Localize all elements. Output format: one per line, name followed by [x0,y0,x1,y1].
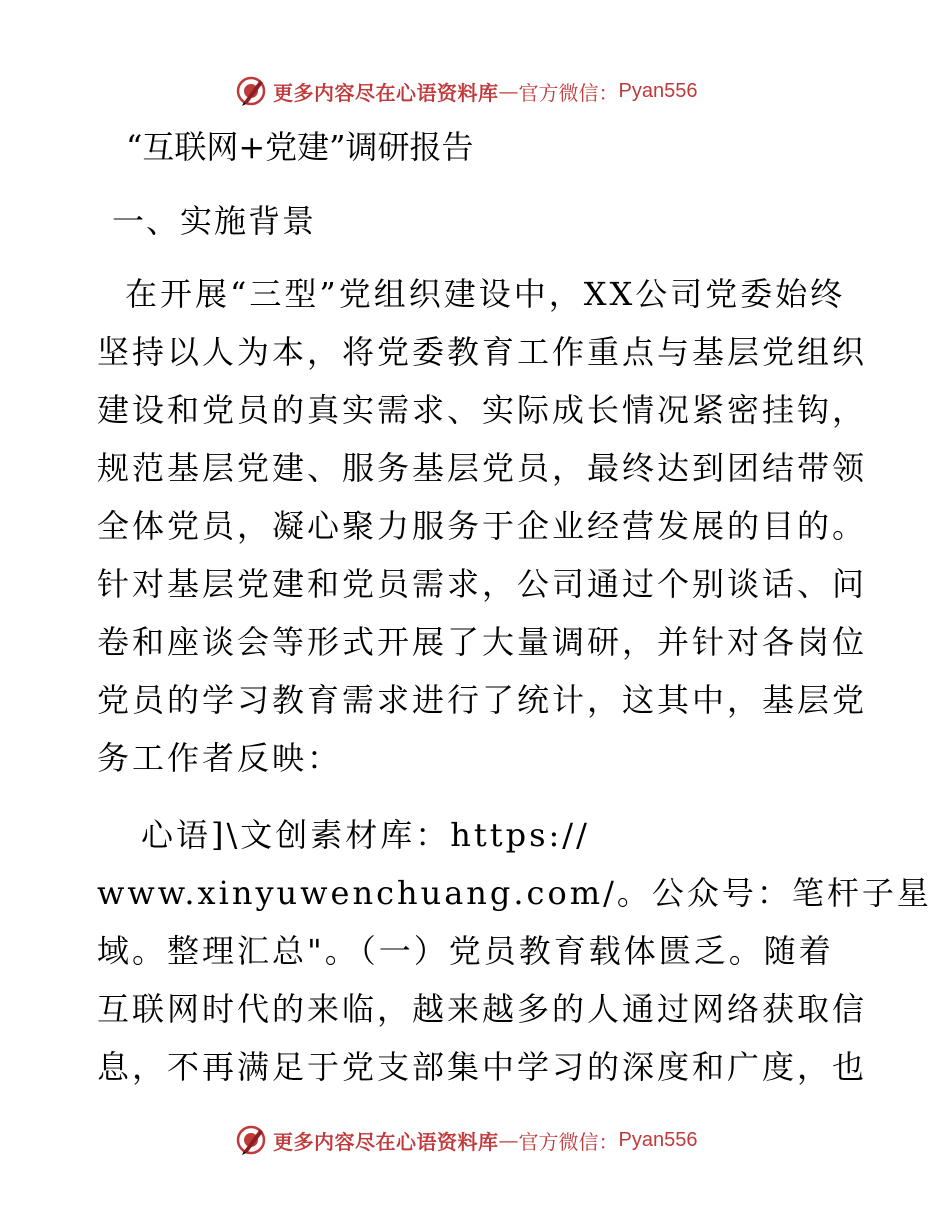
text-line: 心语]\文创素材库：https:// [141,816,590,854]
text-line: 务工作者反映： [97,739,343,777]
section-heading: 一、实施背景 [112,202,317,240]
text-line: 互联网时代的来临，越来越多的人通过网络获取信 [97,990,868,1028]
footer-banner [235,1120,697,1160]
text-line: 域。整理汇总"。（一）党员教育载体匮乏。随着 [97,932,834,970]
banner-text: 更多内容尽在心语资料库 [273,80,499,105]
pen-logo-icon [235,75,267,107]
text-line: 针对基层党建和党员需求，公司通过个别谈话、问 [97,565,868,603]
pen-logo-icon [235,1124,267,1156]
text-line: 规范基层党建、服务基层党员，最终达到团结带领 [97,449,868,487]
text-line: 息，不再满足于党支部集中学习的深度和广度，也 [97,1048,868,1086]
banner-wechat-id: Pyan556 [618,79,698,102]
text-line: 坚持以人为本，将党委教育工作重点与基层党组织 [97,333,868,371]
banner-text: 更多内容尽在心语资料库 [273,1129,499,1154]
text-line: 建设和党员的真实需求、实际成长情况紧密挂钩， [97,391,868,429]
paragraph-background [97,265,868,787]
header-banner [235,71,697,111]
text-line: 党员的学习教育需求进行了统计，这其中，基层党 [97,681,868,719]
banner-separator: — [498,1128,519,1152]
banner-wechat-label: 官方微信： [518,80,619,105]
paragraph-source-and-issues [97,806,932,1096]
text-line: 在开展“三型”党组织建设中，XX公司党委始终 [125,275,846,313]
text-line: 卷和座谈会等形式开展了大量调研，并针对各岗位 [97,623,868,661]
text-line-url: www.xinyuwenchuang.com/。公众号：笔杆子星 [97,874,932,912]
text-line: 全体党员，凝心聚力服务于企业经营发展的目的。 [97,507,868,545]
banner-separator: — [498,79,519,103]
banner-wechat-id: Pyan556 [618,1128,698,1151]
document-title: “互联网+党建”调研报告 [126,128,474,166]
banner-wechat-label: 官方微信： [518,1129,619,1154]
